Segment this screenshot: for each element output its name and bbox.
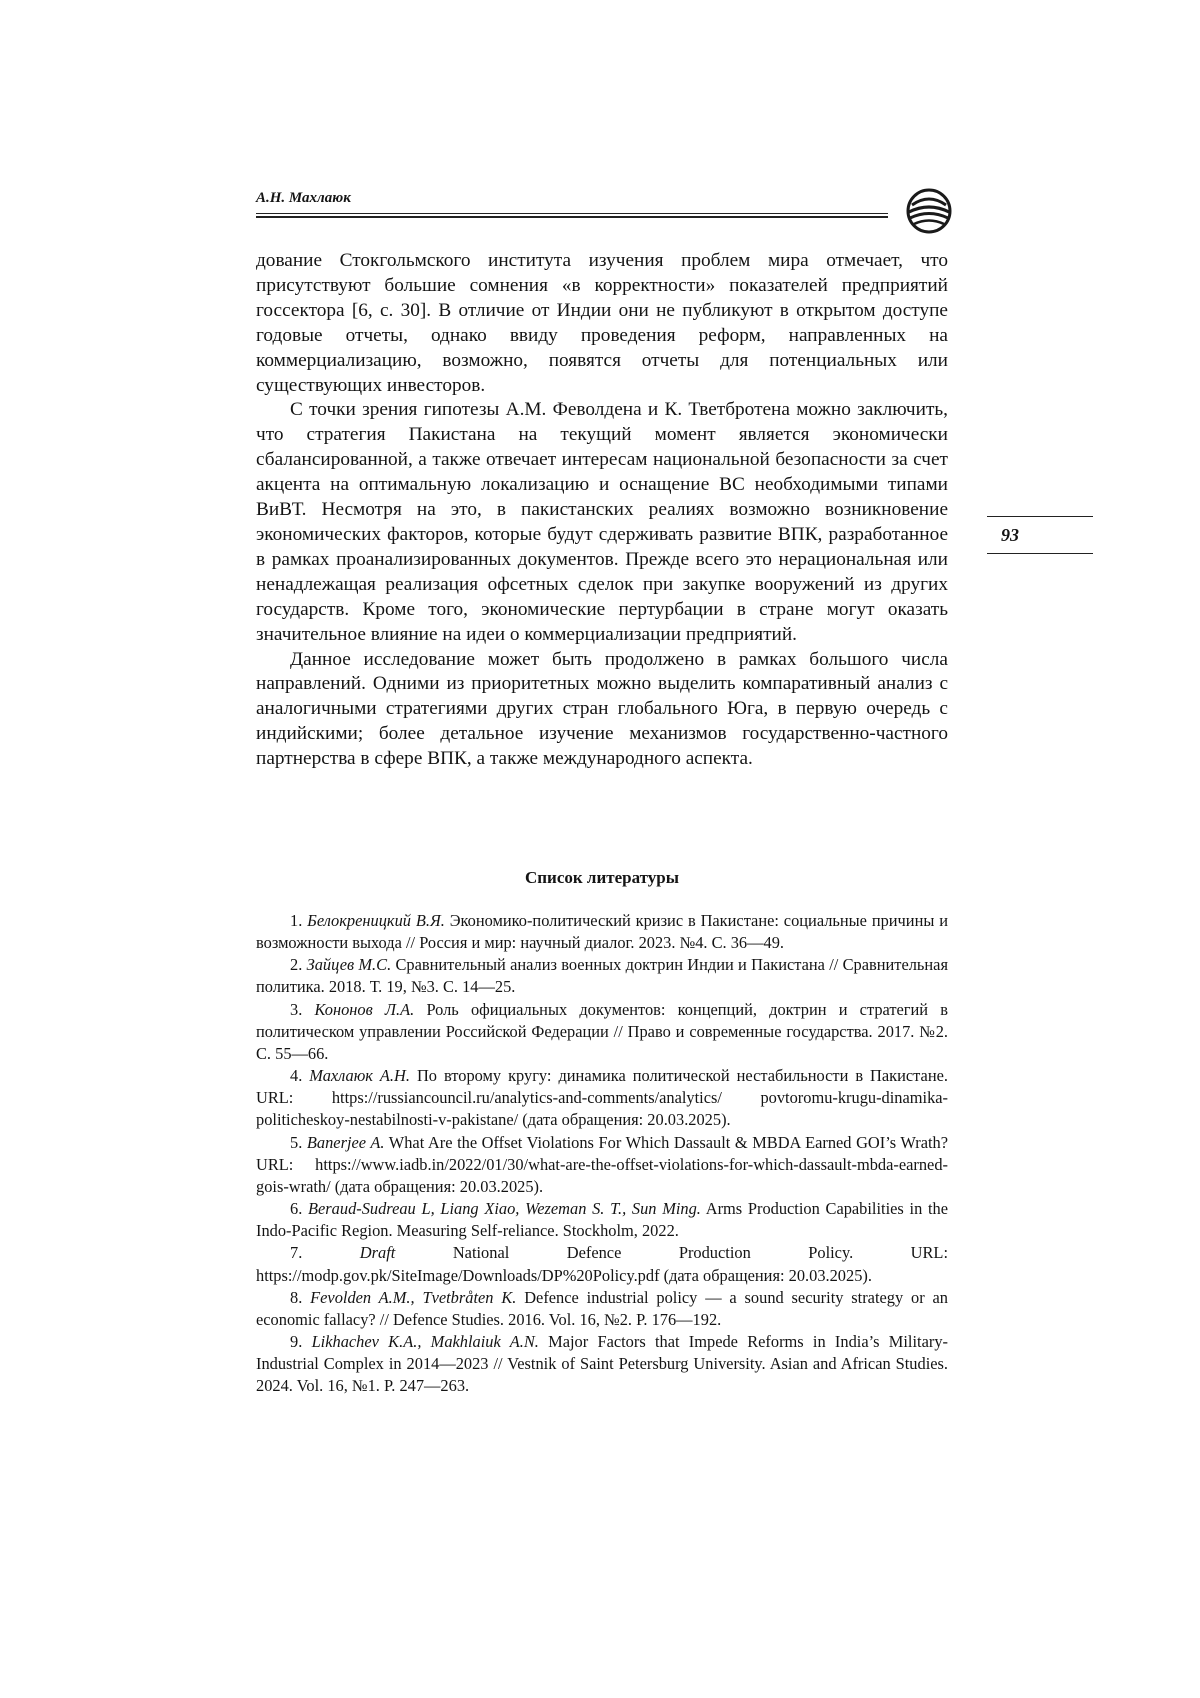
running-head-author: А.Н. Махлаюк <box>256 190 351 206</box>
body-paragraph: дование Стокгольмского института изучения проблем мира отмечает, что присутствуют большие сомнения «в корректности» показателей предприятий госсектора [6, с. 30]. В отличие от Индии они не публикуют в открытом доступе годовые отчеты, однако ввиду проведения реформ, направленных на коммерциализацию, возможно, появятся отчеты для потенциальных или существующих инвесторов. <box>256 250 948 396</box>
reference-item <box>256 910 948 954</box>
body-paragraph: С точки зрения гипотезы А.М. Феволдена и К. Тветбротена можно заключить, что стратегия Пакистана на текущий момент является экономически сбалансированной, а также отвечает интересам национальной безопасности за счет акцента на оптимальную локализацию и оснащение ВС необходимыми типами ВиВТ. Несмотря на это, в пакистанских реалиях возможно возникновение экономических факторов, которые будут сдерживать развитие ВПК, разработанное в рамках проанализированных документов. Прежде всего это нерациональная или ненадлежащая реализация офсетных сделок при закупке вооружений из других государств. Кроме того, экономические пертурбации в стране могут оказать значительное влияние на идеи о коммерциализации предприятий. <box>256 399 948 645</box>
reference-number: 4. <box>290 1066 303 1086</box>
reference-authors: Fevolden A.M., Tvetbråten K. <box>310 1287 517 1307</box>
reference-number: 3. <box>290 999 303 1019</box>
reference-number: 5. <box>290 1132 303 1152</box>
reference-text: Defence industrial policy — a sound security strategy or an economic fallacy? // Defence Studies. 2016. Vol. 16, №2. P. 176—192. <box>256 1287 948 1329</box>
reference-text: Роль официальных документов: концепций, доктрин и стратегий в политическом управлении Российской Федерации // Право и современные государства. 2017. №2. С. 55—66. <box>256 999 948 1063</box>
journal-logo-graphic <box>904 188 954 234</box>
body-paragraph: Данное исследование может быть продолжено в рамках большого числа направлений. Одними из приоритетных можно выделить компаративный анализ с аналогичными стратегиями других стран глобального Юга, в первую очередь с индийскими; более детальное изучение механизмов государственно-частного партнерства в сфере ВПК, а также международного аспекта. <box>256 648 948 770</box>
reference-item <box>256 1287 948 1331</box>
header-rule-thick <box>256 216 888 218</box>
reference-authors: Зайцев М.С. <box>306 955 392 975</box>
running-head <box>256 186 896 216</box>
reference-text: What Are the Offset Violations For Which Dassault & MBDA Earned GOI’s Wrath? URL: https://www.iadb.in/2022/01/30/what-are-the-offset-violations-for-which-dassault-mbda-earned-gois-wrath/ (дата обращения: 20.03.2025). <box>256 1132 948 1196</box>
reference-number: 1. <box>290 911 303 930</box>
reference-text: Сравнительный анализ военных доктрин Индии и Пакистана // Сравнительная политика. 2018. Т. 19, №3. С. 14—25. <box>256 955 948 997</box>
reference-number: 2. <box>290 955 303 975</box>
reference-item <box>256 954 948 998</box>
reference-number: 9. <box>290 1331 303 1351</box>
reference-text: Major Factors that Impede Reforms in India’s Military-Industrial Complex in 2014—2023 // Vestnik of Saint Petersburg University. Asian and African Studies. 2024. Vol. 16, №1. P. 247—263. <box>256 1331 948 1396</box>
reference-authors: Beraud-Sudreau L, Liang Xiao, Wezeman S. T., Sun Ming. <box>308 1199 701 1219</box>
reference-text: National Defence Production Policy. URL: https://modp.gov.pk/SiteImage/Downloads/DP%20Policy.pdf (дата обращения: 20.03.2025). <box>256 1243 948 1285</box>
page-number: 93 <box>1001 525 1019 545</box>
reference-item <box>256 1132 948 1198</box>
reference-authors: Banerjee A. <box>306 1132 385 1152</box>
reference-item <box>256 1065 948 1131</box>
reference-authors: Махлаюк А.Н. <box>309 1066 410 1086</box>
reference-item <box>256 1331 948 1397</box>
reference-number: 8. <box>290 1287 303 1307</box>
reference-text: Экономико-политический кризис в Пакистане: социальные причины и возможности выхода // Россия и мир: научный диалог. 2023. №4. С. 36—49. <box>256 911 948 953</box>
reference-authors: Likhachev K.A., Makhlaiuk A.N. <box>311 1331 539 1351</box>
reference-item <box>256 999 948 1065</box>
reference-item <box>256 1198 948 1242</box>
page-number-box <box>987 516 1093 554</box>
reference-authors: Draft <box>359 1243 396 1263</box>
body-text <box>256 249 948 772</box>
reference-item <box>256 1242 948 1286</box>
reference-number: 6. <box>290 1199 303 1219</box>
reference-text: По второму кругу: динамика политической нестабильности в Пакистане. URL: https://russiancouncil.ru/analytics-and-comments/analytics/ povtoromu-krugu-dinamika-politicheskoy-nestabilnosti-v-pakistane/ (дата обращения: 20.03.2025). <box>256 1066 948 1130</box>
journal-logo-icon <box>904 188 954 234</box>
references-list <box>256 910 948 1397</box>
reference-number: 7. <box>290 1243 303 1263</box>
reference-authors: Белокреницкий В.Я. <box>307 911 445 930</box>
reference-authors: Кононов Л.А. <box>314 999 415 1019</box>
references-title: Список литературы <box>524 868 680 887</box>
reference-text: Arms Production Capabilities in the Indo-Pacific Region. Measuring Self-reliance. Stockholm, 2022. <box>256 1199 948 1241</box>
header-rule-thin <box>256 213 888 214</box>
